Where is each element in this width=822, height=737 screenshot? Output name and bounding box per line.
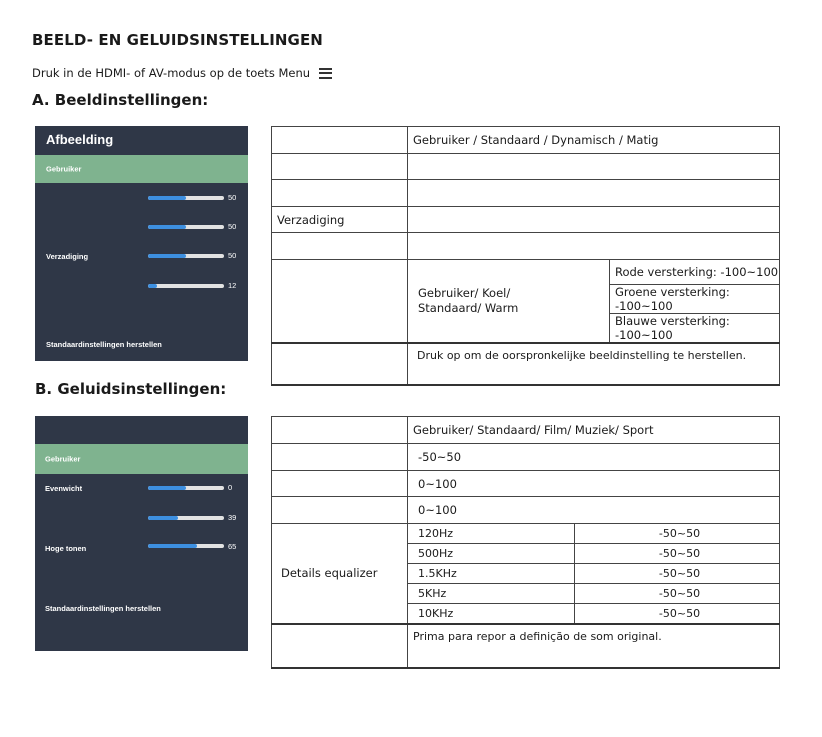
red-gain: Rode versterking: -100~100: [610, 260, 780, 285]
picture-slider-1-value: 50: [228, 193, 237, 202]
intro-text: [32, 66, 332, 80]
slider-fill: [148, 516, 178, 520]
table-row: [272, 497, 780, 524]
treble-value: 65: [228, 542, 237, 551]
saturation-label: Verzadiging: [46, 252, 89, 261]
sound-mode-selected-label: Gebruiker: [45, 454, 81, 464]
picture-panel-header: Afbeelding: [46, 132, 114, 147]
eq-frequency: 5KHz: [408, 584, 575, 604]
intro-label: Druk in de HDMI- of AV-modus op de toets Menu: [32, 66, 311, 80]
balance-slider[interactable]: [148, 486, 224, 490]
slider-fill: [148, 196, 186, 200]
picture-mode-options: Gebruiker / Standaard / Dynamisch / Matig: [408, 127, 780, 154]
eq-frequency: 120Hz: [408, 524, 575, 544]
hamburger-menu-icon: [319, 68, 332, 79]
picture-reset-item[interactable]: Standaardinstellingen herstellen: [46, 340, 162, 349]
table-cell: [408, 207, 780, 233]
balance-label: Evenwicht: [45, 484, 83, 493]
table-row: [272, 444, 780, 471]
table-row: [272, 154, 780, 180]
treble-slider[interactable]: [148, 544, 224, 548]
picture-slider-2-value: 50: [228, 222, 237, 231]
equalizer-label: Details equalizer: [272, 524, 408, 624]
eq-range: -50~50: [575, 544, 780, 564]
sound-slider-2[interactable]: [148, 516, 224, 520]
page-title: BEELD- EN GELUIDSINSTELLINGEN: [32, 31, 323, 49]
table-cell: [272, 154, 408, 180]
picture-slider-4-value: 12: [228, 281, 237, 290]
table-cell: [272, 260, 408, 344]
table-row: [272, 343, 780, 385]
table-row: [272, 471, 780, 497]
picture-menu-panel: [35, 126, 248, 361]
saturation-value: 50: [228, 251, 237, 260]
table-row: [272, 233, 780, 260]
eq-frequency: 1.5KHz: [408, 564, 575, 584]
table-cell: [272, 233, 408, 260]
table-cell: [272, 127, 408, 154]
picture-slider-1[interactable]: [148, 196, 224, 200]
saturation-row-label: Verzadiging: [272, 207, 408, 233]
table-row: [272, 524, 780, 544]
sound-section-title: B. Geluidsinstellingen:: [35, 380, 227, 398]
blue-gain: Blauwe versterking: -100~100: [610, 314, 780, 344]
table-row: [272, 127, 780, 154]
range-value: 0~100: [408, 497, 780, 524]
slider-fill: [148, 284, 157, 288]
sound-menu-panel: [35, 416, 248, 651]
table-cell: [272, 343, 408, 385]
sound-reset-description: Prima para repor a definição de som original.: [408, 624, 780, 668]
picture-mode-selected-label: Gebruiker: [46, 164, 82, 174]
table-cell: [408, 180, 780, 207]
sound-settings-table: [271, 416, 780, 669]
picture-reset-description: Druk op om de oorspronkelijke beeldinstelling te herstellen.: [408, 343, 780, 385]
eq-range: -50~50: [575, 604, 780, 624]
slider-fill: [148, 254, 186, 258]
table-row: [272, 180, 780, 207]
slider-fill: [148, 486, 186, 490]
sound-reset-item[interactable]: Standaardinstellingen herstellen: [45, 604, 161, 613]
sound-mode-selected-item[interactable]: [35, 444, 248, 474]
balance-value: 0: [228, 483, 233, 492]
table-row: [272, 207, 780, 233]
table-cell: [408, 154, 780, 180]
saturation-slider[interactable]: [148, 254, 224, 258]
eq-range: -50~50: [575, 524, 780, 544]
table-row: [272, 417, 780, 444]
slider-fill: [148, 544, 197, 548]
green-gain: Groene versterking: -100~100: [610, 285, 780, 314]
table-cell: [272, 471, 408, 497]
table-cell: [272, 444, 408, 471]
table-cell: [272, 624, 408, 668]
color-temp-options: Gebruiker/ Koel/ Standaard/ Warm: [408, 260, 610, 344]
eq-range: -50~50: [575, 564, 780, 584]
sound-mode-options: Gebruiker/ Standaard/ Film/ Muziek/ Sport: [408, 417, 780, 444]
sound-slider-2-value: 39: [228, 513, 237, 522]
picture-slider-4[interactable]: [148, 284, 224, 288]
table-cell: [272, 497, 408, 524]
table-cell: [408, 233, 780, 260]
balance-range: -50~50: [408, 444, 780, 471]
picture-mode-selected-item[interactable]: [35, 155, 248, 183]
table-row: [272, 260, 780, 285]
range-value: 0~100: [408, 471, 780, 497]
eq-frequency: 10KHz: [408, 604, 575, 624]
treble-label: Hoge tonen: [45, 544, 87, 553]
table-cell: [272, 180, 408, 207]
eq-frequency: 500Hz: [408, 544, 575, 564]
slider-fill: [148, 225, 186, 229]
picture-section-title: A. Beeldinstellingen:: [32, 91, 209, 109]
eq-range: -50~50: [575, 584, 780, 604]
table-row: [272, 624, 780, 668]
picture-settings-table: [271, 126, 780, 386]
table-cell: [272, 417, 408, 444]
picture-slider-2[interactable]: [148, 225, 224, 229]
